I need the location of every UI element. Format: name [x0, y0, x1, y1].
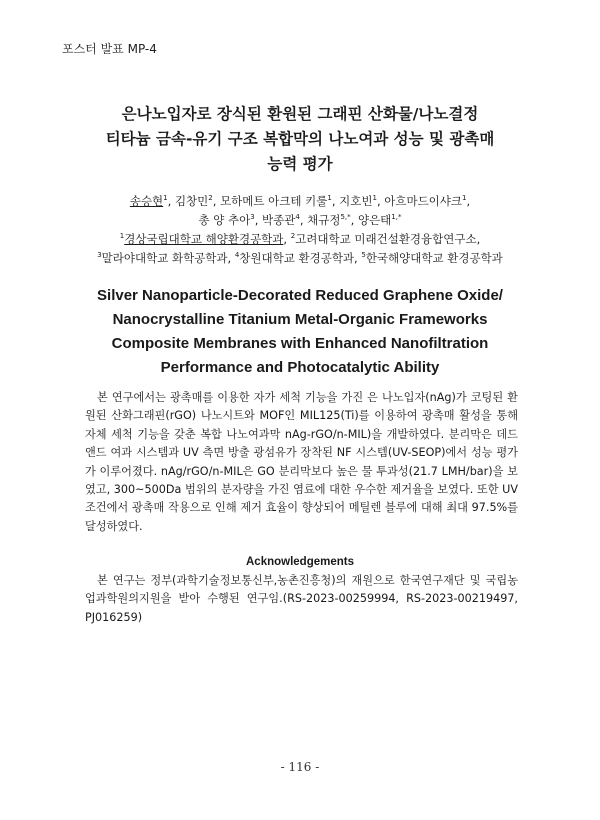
author-name: 양은태 [357, 213, 392, 227]
author-name: 박종관 [262, 213, 296, 227]
acknowledgements-paragraph: 본 연구는 정부(과학기술정보통신부,농촌진흥청)의 재원으로 한국연구재단 및 국립농업과학원의지원을 받아 수행된 연구임.(RS-2023-00259994, RS-2023-00219497, PJ016259) [85, 574, 518, 624]
author-name: 송승현 [129, 194, 164, 208]
author-block [60, 192, 540, 268]
author-list-line-1: 송승현$^1$, 김창민$^2$, 모하메트 아크테 키룰$^1$, 지호빈$^1$, 아흐마드이샤크$^1$, [129, 194, 471, 208]
affiliation: 고려대학교 미래건설환경융합연구소 [295, 232, 477, 246]
author-name: 지호빈 [339, 194, 373, 208]
session-label: 포스터 발표 MP-4 [62, 42, 157, 56]
korean-title-line: 능력 평가 [267, 155, 333, 173]
affiliation: 한국해양대학교 환경공학과 [365, 251, 503, 265]
affiliation-line-2: $^3$말라야대학교 화학공학과, $^4$창원대학교 환경공학과, $^5$한국해양대학교 환경공학과 [97, 251, 503, 265]
author-name: 채규정 [307, 213, 341, 227]
english-title-line: Silver Nanoparticle-Decorated Reduced Graphene Oxide/ [97, 287, 503, 304]
page-number: - 116 - [280, 760, 320, 774]
affiliation: 경상국립대학교 해양환경공학과 [124, 232, 284, 246]
author-name: 총 양 추아 [198, 213, 251, 227]
english-title-line: Composite Membranes with Enhanced Nanofiltration [111, 335, 489, 352]
author-name: 김창민 [174, 194, 209, 208]
english-title-line: Nanocrystalline Titanium Metal-Organic Frameworks [112, 311, 488, 328]
affiliation: 말라야대학교 화학공학과 [101, 251, 228, 265]
affiliation: 창원대학교 환경공학과 [239, 251, 355, 265]
english-title-line: Performance and Photocatalytic Ability [160, 359, 440, 376]
korean-title-line: 티타늄 금속-유기 구조 복합막의 나노여과 성능 및 광촉매 [105, 130, 495, 148]
author-list-line-2: 총 양 추아$^3$, 박종관$^4$, 채규정$^{5,*}$, 양은태$^{1,*}$ [198, 213, 402, 227]
author-name: 아흐마드이샤크 [384, 194, 463, 208]
acknowledgements-heading: Acknowledgements [246, 556, 354, 568]
korean-title-line: 은나노입자로 장식된 환원된 그래핀 산화물/나노결정 [121, 105, 479, 123]
affiliation-line-1: $^1$경상국립대학교 해양환경공학과, $^2$고려대학교 미래건설환경융합연구소, [119, 232, 481, 246]
korean-title [60, 102, 540, 177]
english-title [60, 284, 540, 380]
abstract-paragraph: 본 연구에서는 광촉매를 이용한 자가 세척 기능을 가진 은 나노입자(nAg)가 코팅된 환원된 산화그래핀(rGO) 나노시트와 MOF인 MIL125(Ti)를 이용하여 광촉매 활성을 통해 자체 세척 기능을 갖춘 복합 나노여과막 nAg-rGO/n-MIL)을 개발하였다. 분리막은 데드앤드 여과 시스템과 UV 측면 방출 광섬유가 장착된 NF 시스템(UV-SEOP)에서 성능 평가가 이루어졌다. nAg/rGO/n-MIL은 GO 분리막보다 높은 물 투과성(21.7 LMH/bar)을 보였고, 300~500Da 범위의 분자량을 가진 염료에 대한 우수한 제거율을 보였다. 또한 UV 조건에서 광촉매 작용으로 인해 제거 효율이 향상되어 메틸렌 블루에 대해 최대 97.5%를 달성하였다. [85, 391, 518, 533]
author-name: 모하메트 아크테 키룰 [220, 194, 328, 208]
